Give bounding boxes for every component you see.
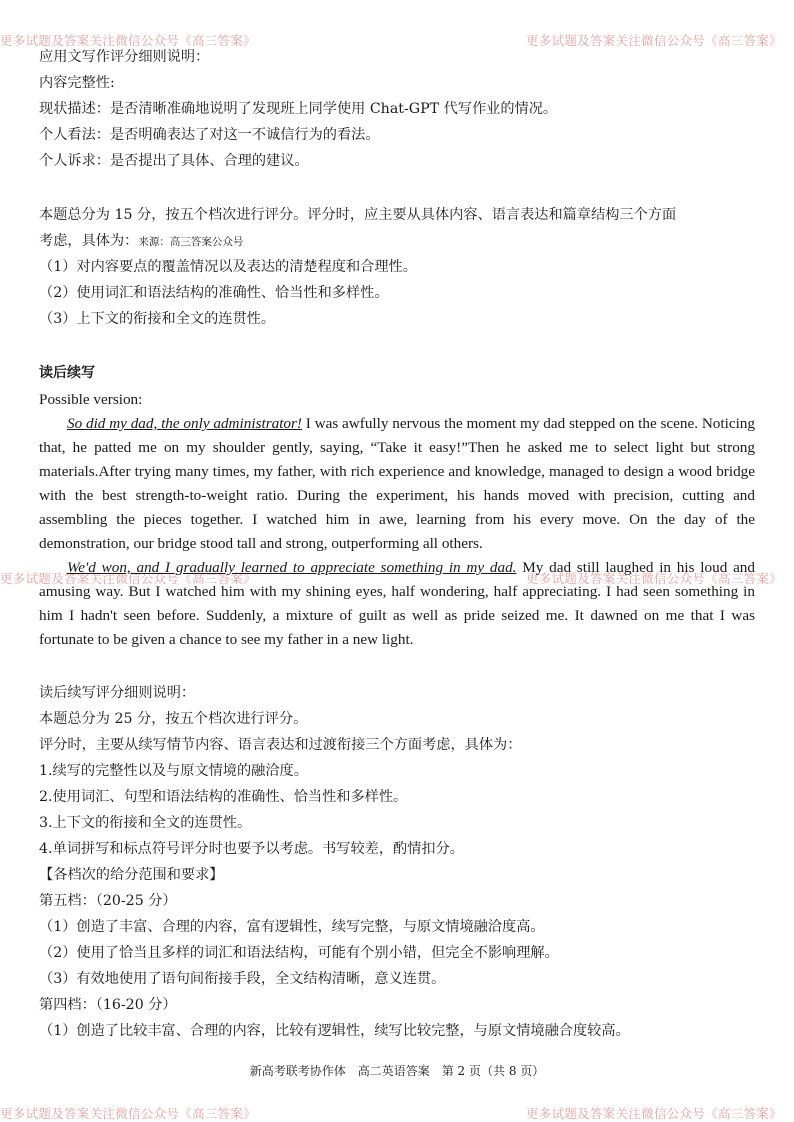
band-5-label: 第五档：（20-25 分） [39, 893, 177, 909]
writing-rubric-heading: 应用文写作评分细则说明： [39, 49, 210, 65]
rubric-point: 现状描述：是否清晰准确地说明了发现班上同学使用 Chat-GPT 代写作业的情况。 [39, 101, 558, 117]
scoring-intro: 本题总分为 15 分，按五个档次进行评分。评分时，应主要从具体内容、语言表达和篇章结构三个方面 [39, 207, 677, 223]
bands-heading: 【各档次的给分范围和要求】 [39, 867, 224, 883]
page-footer: 新高考联考协作体 高二英语答案 第 2 页（共 8 页） [249, 1064, 545, 1078]
continuation-rubric-heading: 读后续写评分细则说明： [39, 685, 196, 701]
continuation-criteria-item: 1.续写的完整性以及与原文情境的融洽度。 [39, 763, 308, 779]
rubric-point: 个人诉求：是否提出了具体、合理的建议。 [39, 153, 309, 169]
band-item: （1）创造了丰富、合理的内容，富有逻辑性，续写完整，与原文情境融洽度高。 [39, 919, 545, 935]
watermark-bottom-right: 更多试题及答案关注微信公众号《高三答案》 [525, 1106, 782, 1121]
paragraph-1-body: I was awfully nervous the moment my dad stepped on the scene. Noticing that, he patted me on my shoulder gently, saying, “Take it easy!”Then he asked me to select light but strong materials.After trying many times, my father, with rich experience and knowledge, managed to design a wood bridge with the best strength-to-weight ratio. During the experiment, his hands moved with precision, cutting and assembling the pieces together. I watched him in awe, learning from his every move. On the day of the demonstration, our bridge stood tall and strong, outperforming all others. [39, 415, 755, 552]
watermark-top-right: 更多试题及答案关注微信公众号《高三答案》 [525, 33, 782, 48]
model-essay [39, 412, 755, 652]
band-item: （2）使用了恰当且多样的词汇和语法结构，可能有个别小错，但完全不影响理解。 [39, 945, 559, 961]
watermark-mid-right: 更多试题及答案关注微信公众号《高三答案》 [525, 571, 782, 586]
possible-version-label: Possible version: [39, 391, 143, 408]
section-title: 读后续写 [39, 365, 95, 381]
paragraph-2-lead: We'd won, and I gradually learned to appreciate something in my dad. [67, 559, 517, 576]
scoring-intro-cont [39, 228, 755, 254]
essay-paragraph-1 [39, 412, 755, 556]
paragraph-2-body: My dad still laughed in his loud and amusing way. But I watched him with my shining eyes, half wondering, half appreciating. I had seen something in him I hadn't seen before. Suddenly, a mixture of guilt as well as pride seized me. It dawned on me that I was fortunate to be given a chance to see my father in a new light. [39, 559, 755, 648]
page-content [39, 44, 755, 1044]
continuation-criteria-item: 4.单词拼写和标点符号评分时也要予以考虑。书写较差，酌情扣分。 [39, 841, 464, 857]
paragraph-1-lead: So did my dad, the only administrator! [67, 415, 302, 432]
completeness-label: 内容完整性: [39, 75, 115, 91]
criteria-item: （1）对内容要点的覆盖情况以及表达的清楚程度和合理性。 [39, 259, 417, 275]
band-item: （3）有效地使用了语句间衔接手段，全文结构清晰，意义连贯。 [39, 971, 446, 987]
watermark-top-left: 更多试题及答案关注微信公众号《高三答案》 [0, 33, 257, 48]
band-item: （1）创造了比较丰富、合理的内容，比较有逻辑性，续写比较完整，与原文情境融合度较高。 [39, 1023, 630, 1039]
watermark-bottom-left: 更多试题及答案关注微信公众号《高三答案》 [0, 1106, 257, 1121]
criteria-item: （3）上下文的衔接和全文的连贯性。 [39, 311, 276, 327]
essay-paragraph-2 [39, 556, 755, 652]
watermark-mid-left: 更多试题及答案关注微信公众号《高三答案》 [0, 571, 257, 586]
continuation-intro: 评分时，主要从续写情节内容、语言表达和过渡衔接三个方面考虑，具体为： [39, 737, 522, 753]
continuation-criteria-item: 3.上下文的衔接和全文的连贯性。 [39, 815, 252, 831]
rubric-point: 个人看法：是否明确表达了对这一不诚信行为的看法。 [39, 127, 380, 143]
continuation-criteria-item: 2.使用词汇、句型和语法结构的准确性、恰当性和多样性。 [39, 789, 408, 805]
scoring-intro-cont-text: 考虑，具体为： [39, 233, 139, 249]
continuation-total: 本题总分为 25 分，按五个档次进行评分。 [39, 711, 308, 727]
source-note: 来源：高三答案公众号 [138, 236, 244, 248]
criteria-item: （2）使用词汇和语法结构的准确性、恰当性和多样性。 [39, 285, 389, 301]
band-4-label: 第四档：（16-20 分） [39, 997, 177, 1013]
